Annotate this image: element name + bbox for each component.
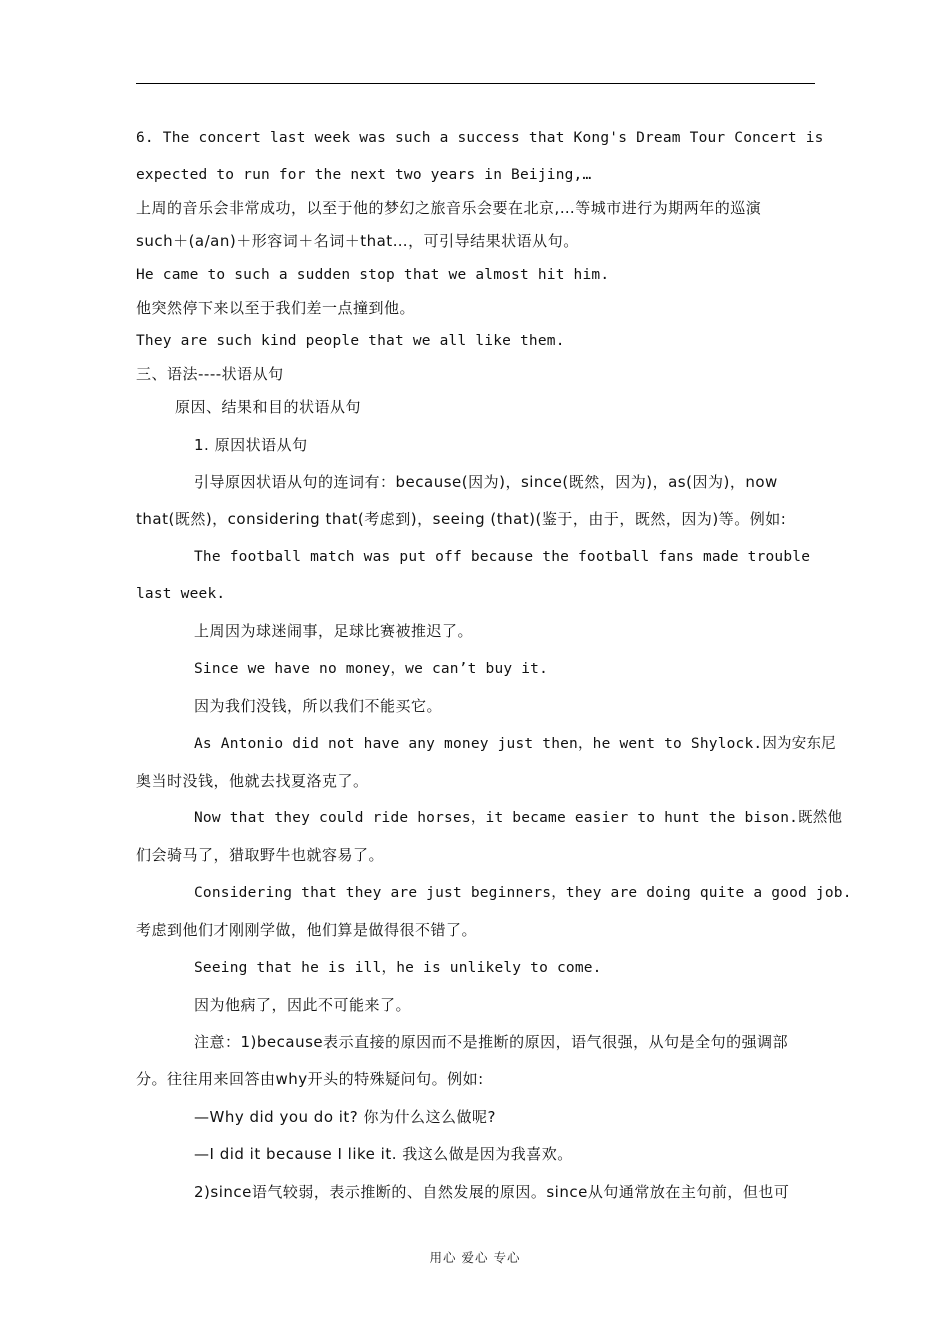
- text-line-22: Considering that they are just beginners，they are doing quite a good job.: [194, 885, 852, 901]
- text-line-24: Seeing that he is ill，he is unlikely to come.: [194, 960, 602, 976]
- header-rule: [136, 83, 815, 84]
- text-line-13: The football match was put off because the football fans made trouble: [194, 549, 811, 565]
- text-line-12: that(既然)，considering that(考虑到)，seeing (that)(鉴于，由于，既然，因为)等。例如:: [136, 510, 787, 528]
- text-line-4: such＋(a/an)＋形容词＋名词＋that…，可引导结果状语从句。: [136, 232, 579, 250]
- text-line-7: They are such kind people that we all like them.: [136, 333, 565, 349]
- text-line-5: He came to such a sudden stop that we almost hit him.: [136, 267, 610, 283]
- text-line-20: Now that they could ride horses，it became easier to hunt the bison.既然他: [194, 810, 843, 826]
- text-line-23: 考虑到他们才刚刚学做，他们算是做得很不错了。: [136, 921, 478, 939]
- text-line-6: 他突然停下来以至于我们差一点撞到他。: [136, 299, 416, 317]
- text-line-3: 上周的音乐会非常成功，以至于他的梦幻之旅音乐会要在北京,…等城市进行为期两年的巡演: [136, 199, 762, 217]
- text-line-2: expected to run for the next two years in Beijing,…: [136, 167, 592, 183]
- text-line-11: 引导原因状语从句的连词有：because(因为)，since(既然，因为)，as(因为)，now: [194, 473, 778, 491]
- subsection-heading: 原因、结果和目的状语从句: [175, 398, 362, 416]
- text-line-17: 因为我们没钱，所以我们不能买它。: [194, 697, 443, 715]
- text-line-29: —I did it because I like it. 我这么做是因为我喜欢。: [194, 1145, 573, 1163]
- text-line-25: 因为他病了，因此不可能来了。: [194, 996, 412, 1014]
- text-line-21: 们会骑马了，猎取野牛也就容易了。: [136, 846, 385, 864]
- text-line-27: 分。往往用来回答由why开头的特殊疑问句。例如:: [136, 1070, 484, 1088]
- text-line-28: —Why did you do it? 你为什么这么做呢?: [194, 1108, 496, 1126]
- item-heading: 1. 原因状语从句: [194, 436, 308, 454]
- page-footer: 用心 爱心 专心: [429, 1250, 521, 1265]
- text-line-14: last week.: [136, 586, 226, 602]
- text-line-15: 上周因为球迷闹事，足球比赛被推迟了。: [194, 622, 474, 640]
- text-line-19: 奥当时没钱，他就去找夏洛克了。: [136, 772, 369, 790]
- text-line-1: 6. The concert last week was such a success that Kong's Dream Tour Concert is: [136, 130, 824, 146]
- text-line-30: 2)since语气较弱，表示推断的、自然发展的原因。since从句通常放在主句前，但也可: [194, 1183, 790, 1201]
- text-line-18: As Antonio did not have any money just then，he went to Shylock.因为安东尼: [194, 736, 836, 752]
- text-line-26: 注意：1)because表示直接的原因而不是推断的原因，语气很强，从句是全句的强调部: [194, 1033, 789, 1051]
- section-heading: 三、语法----状语从句: [136, 365, 284, 383]
- text-line-16: Since we have no money，we can’t buy it.: [194, 661, 549, 677]
